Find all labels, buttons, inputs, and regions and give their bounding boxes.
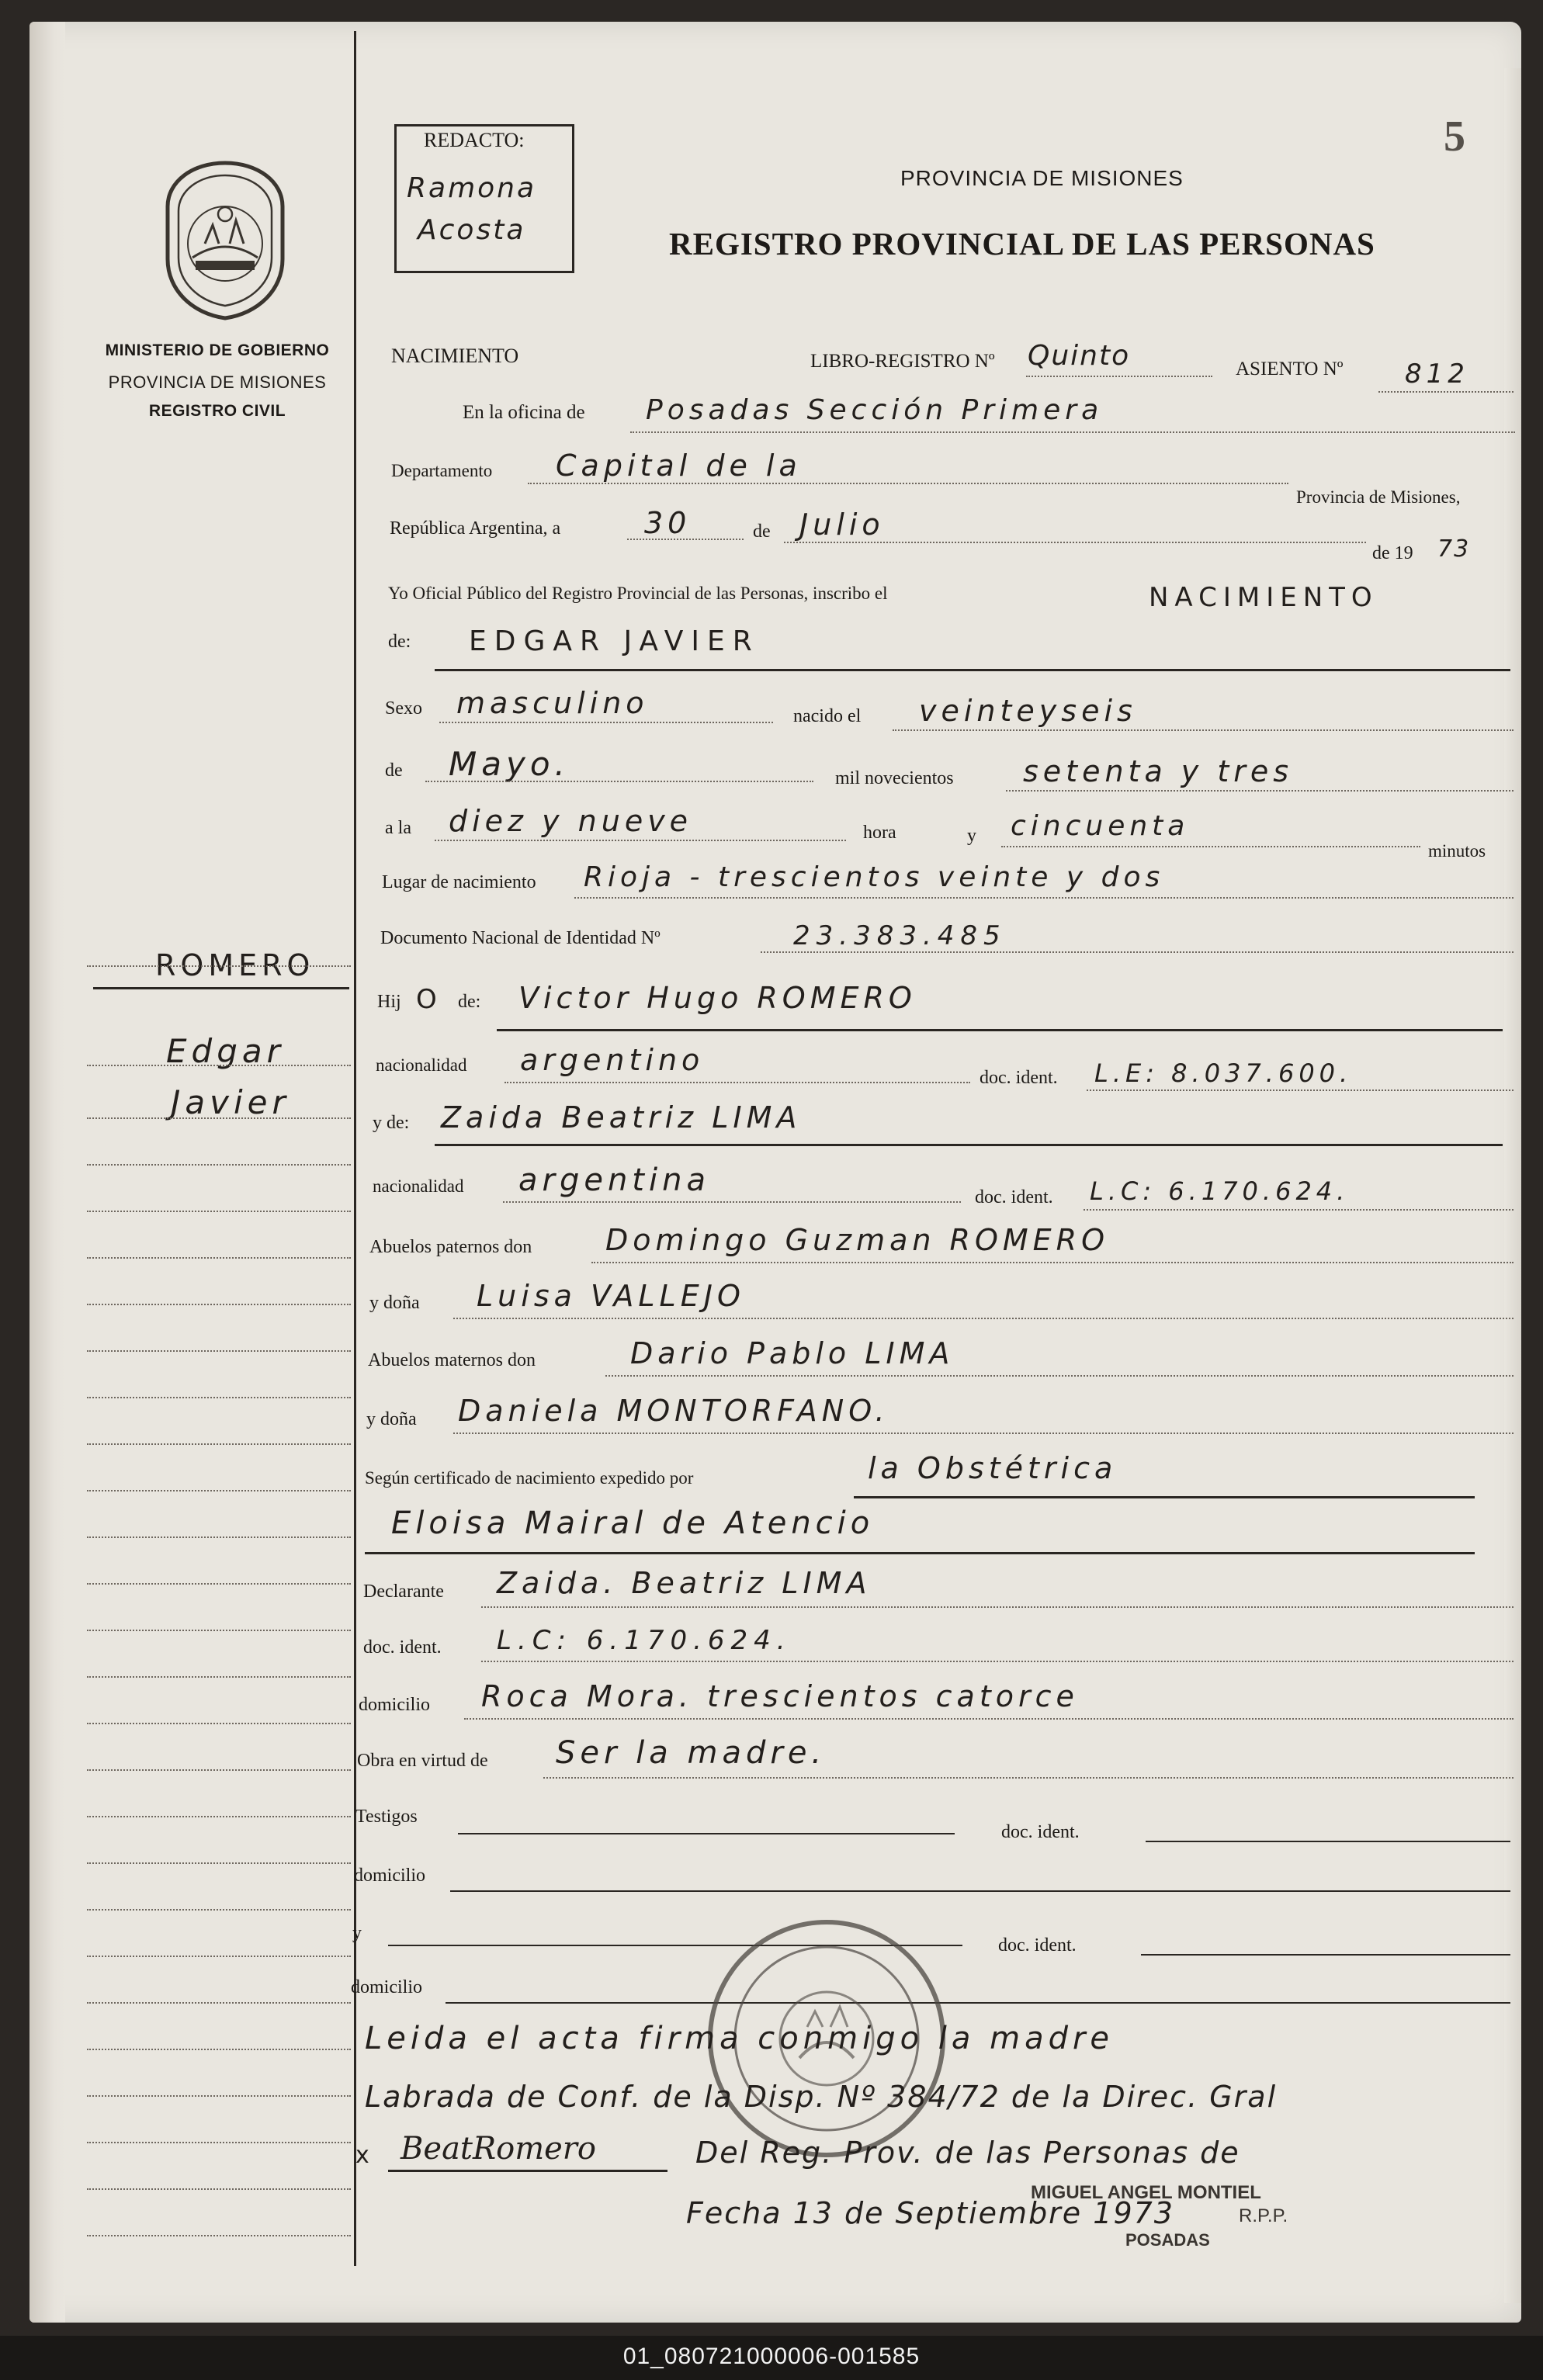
ministry-name: MINISTERIO DE GOBIERNO: [105, 341, 330, 359]
anio-value: 73: [1437, 535, 1471, 563]
nombre-value: EDGAR JAVIER: [469, 625, 760, 657]
redacto-label: REDACTO:: [424, 129, 525, 151]
nota-linea-1: Leida el acta firma conmigo la madre: [365, 2021, 1115, 2056]
hora-value: diez y nueve: [449, 804, 693, 838]
anio-label: de 19: [1372, 543, 1413, 563]
testigo-dom-label: domicilio: [354, 1866, 425, 1886]
sexo-label: Sexo: [385, 698, 422, 719]
ydona-pat-label: y doña: [369, 1293, 420, 1313]
de-nombre-label: de:: [388, 632, 411, 652]
anio-nac-value: setenta y tres: [1023, 754, 1294, 788]
padre-value: Victor Hugo ROMERO: [518, 981, 917, 1015]
sexo-value: masculino: [456, 686, 649, 720]
yde-label: y de:: [373, 1113, 410, 1133]
decl-doc-label: doc. ident.: [363, 1637, 442, 1658]
domicilio-label: domicilio: [359, 1695, 430, 1715]
oficina-label: En la oficina de: [463, 402, 585, 423]
nacido-value: veinteyseis: [919, 694, 1137, 728]
hijo-label: Hij: [377, 992, 401, 1012]
asiento-label: ASIENTO Nº: [1236, 359, 1344, 379]
madre-nac-value: argentina: [518, 1162, 710, 1198]
oficina-value: Posadas Sección Primera: [646, 394, 1104, 426]
nota-linea-4: Fecha 13 de Septiembre 1973: [686, 2196, 1174, 2230]
padre-doc-value: L.E: 8.037.600.: [1094, 1058, 1353, 1088]
sidebar-surname: ROMERO: [155, 948, 315, 982]
dia-value: 30: [644, 506, 692, 540]
page-edge: [1504, 68, 1521, 2303]
dni-label: Documento Nacional de Identidad Nº: [380, 928, 661, 948]
sidebar-given-name-2: Javier: [171, 1083, 290, 1121]
abuela-pat-value: Luisa VALLEJO: [477, 1279, 745, 1313]
madre-doc-value: L.C: 6.170.624.: [1090, 1176, 1350, 1206]
testigos-label: Testigos: [355, 1807, 418, 1827]
republica-label: República Argentina, a: [390, 518, 561, 539]
obra-label: Obra en virtud de: [357, 1751, 488, 1771]
dni-value: 23.383.485: [793, 920, 1007, 951]
segun-value: la Obstétrica: [868, 1451, 1118, 1485]
ministry-registry: REGISTRO CIVIL: [148, 402, 286, 420]
nota-linea-2: Labrada de Conf. de la Disp. Nº 384/72 de la Direc. Gral: [365, 2080, 1278, 2114]
abuelo-mat-value: Dario Pablo LIMA: [630, 1336, 955, 1370]
mes-value: Julio: [799, 508, 885, 542]
madre-nacionalidad-label: nacionalidad: [373, 1176, 464, 1196]
province-title: PROVINCIA DE MISIONES: [900, 166, 1184, 190]
y-label: y: [967, 826, 976, 846]
testigo2-doc-label: doc. ident.: [998, 1935, 1077, 1956]
segun-label: Según certificado de nacimiento expedido por: [365, 1468, 694, 1488]
y2-label: y: [352, 1923, 362, 1943]
sidebar-surname-underline: [93, 987, 349, 989]
abuelos-mat-label: Abuelos maternos don: [368, 1350, 536, 1370]
ydona-mat-label: y doña: [366, 1409, 417, 1429]
mes-nac-value: Mayo.: [449, 745, 570, 783]
firma-declarante: BeatRomero: [400, 2131, 596, 2167]
mil-label: mil novecientos: [835, 768, 954, 788]
nacido-label: nacido el: [793, 706, 862, 726]
redacto-name-1: Ramona: [407, 172, 537, 204]
libro-label: LIBRO-REGISTRO Nº: [810, 351, 995, 372]
de-label: de: [753, 521, 771, 542]
redacto-name-2: Acosta: [418, 214, 526, 246]
page-number: 5: [1444, 113, 1465, 161]
decl-doc-value: L.C: 6.170.624.: [497, 1625, 792, 1656]
firma-x: x: [355, 2142, 374, 2169]
obra-value: Ser la madre.: [556, 1735, 827, 1771]
oficial-cargo: R.P.P.: [1239, 2205, 1288, 2226]
testigo2-dom-label: domicilio: [351, 1977, 422, 1997]
madre-value: Zaida Beatriz LIMA: [441, 1100, 802, 1135]
hijo-de-label: de:: [458, 992, 481, 1012]
nacimiento-label: NACIMIENTO: [391, 345, 519, 367]
hora-label: hora: [863, 823, 896, 843]
testigo-doc-label: doc. ident.: [1001, 1822, 1080, 1842]
yo-oficial-label: Yo Oficial Público del Registro Provincial de las Personas, inscribo el: [388, 584, 888, 603]
abuelo-pat-value: Domingo Guzman ROMERO: [605, 1223, 1109, 1257]
padre-nac-value: argentino: [520, 1043, 705, 1077]
nacionalidad-label: nacionalidad: [376, 1055, 467, 1075]
provincial-seal-icon: [158, 158, 292, 323]
yo-oficial-value: NACIMIENTO: [1149, 582, 1378, 613]
declarante-value: Zaida. Beatriz LIMA: [497, 1566, 872, 1600]
image-id-text: 01_080721000006-001585: [622, 2344, 921, 2369]
oficial-nombre: MIGUEL ANGEL MONTIEL: [1031, 2182, 1261, 2203]
oficial-lugar: POSADAS: [1125, 2230, 1210, 2250]
binding-spine: [29, 22, 65, 2323]
madre-doc-label: doc. ident.: [975, 1187, 1053, 1207]
ministry-province: PROVINCIA DE MISIONES: [108, 372, 327, 392]
abuelos-pat-label: Abuelos paternos don: [369, 1237, 532, 1257]
sidebar-given-name-1: Edgar: [166, 1032, 285, 1070]
de2-label: de: [385, 760, 403, 781]
abuela-mat-value: Daniela MONTORFANO.: [458, 1394, 889, 1428]
minutos-label: minutos: [1428, 841, 1486, 861]
hijo-gender: O: [416, 984, 437, 1015]
registry-title: REGISTRO PROVINCIAL DE LAS PERSONAS: [669, 226, 1375, 262]
lugar-label: Lugar de nacimiento: [382, 872, 536, 892]
asiento-value: 812: [1405, 359, 1469, 390]
departamento-value: Capital de la: [556, 449, 802, 483]
lugar-value: Rioja - trescientos veinte y dos: [584, 861, 1165, 893]
departamento-label: Departamento: [391, 461, 493, 480]
image-id-bar: [0, 2336, 1543, 2380]
doc-ident-label: doc. ident.: [980, 1068, 1058, 1088]
nota-linea-3: Del Reg. Prov. de las Personas de: [695, 2136, 1240, 2170]
declarante-label: Declarante: [363, 1581, 444, 1602]
libro-value: Quinto: [1028, 340, 1131, 372]
provincia-label: Provincia de Misiones,: [1296, 487, 1461, 507]
minutos-value: cincuenta: [1011, 810, 1190, 842]
domicilio-value: Roca Mora. trescientos catorce: [481, 1679, 1079, 1713]
ala-label: a la: [385, 818, 411, 838]
segun-value-2: Eloisa Mairal de Atencio: [391, 1505, 875, 1541]
